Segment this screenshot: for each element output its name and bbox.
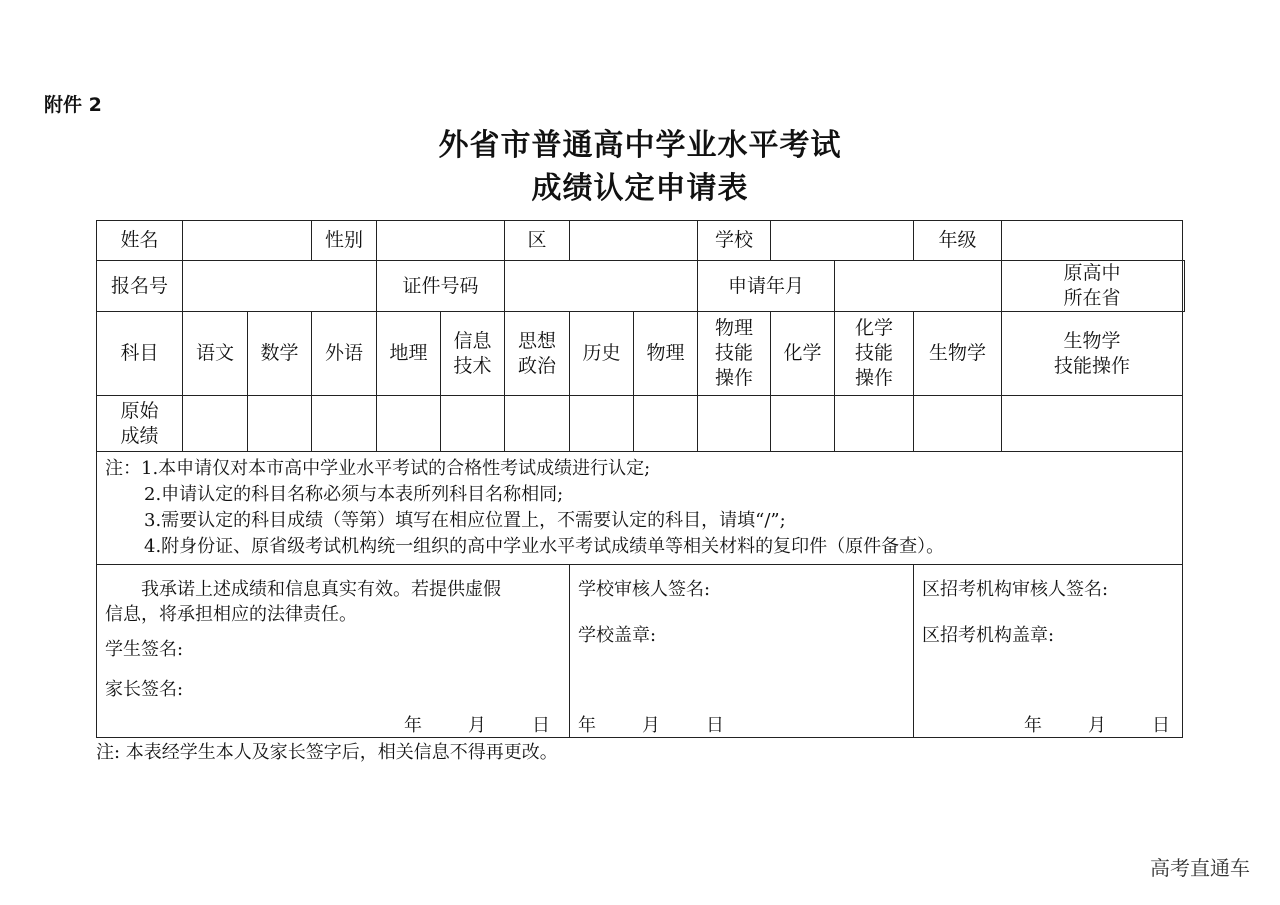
- label-reg-no: 报名号: [97, 261, 183, 312]
- subject-physics-operation-line3: 操作: [714, 367, 753, 389]
- subject-physics: 物理: [634, 312, 698, 396]
- subject-it: [441, 312, 505, 396]
- note-4: 4.附身份证、原省级考试机构统一组织的高中学业水平考试成绩单等相关材料的复印件（原件备查）。: [144, 536, 945, 557]
- label-name: 姓名: [97, 221, 183, 261]
- attachment-label: 附件 2: [44, 94, 102, 116]
- subject-chemistry: 化学: [771, 312, 835, 396]
- pledge-line2: 信息，将承担相应的法律责任。: [105, 604, 357, 625]
- score-biology[interactable]: [914, 396, 1002, 452]
- row-subjects: [97, 312, 1185, 396]
- subject-it-line1: 信息: [453, 329, 492, 352]
- label-orig-province-line2: 所在省: [1063, 287, 1121, 309]
- subject-biology-operation: [1002, 312, 1183, 396]
- subject-politics-line2: 政治: [517, 354, 556, 377]
- label-school: 学校: [698, 221, 771, 261]
- subject-it-line2: 技术: [453, 354, 492, 377]
- subject-biology-operation-line2: 技能操作: [1053, 354, 1130, 377]
- label-district: 区: [505, 221, 570, 261]
- row-raw-scores: [97, 396, 1185, 452]
- form-title-line2: 成绩认定申请表: [531, 171, 749, 206]
- notes-cell: [97, 452, 1183, 565]
- note-3: 3.需要认定的科目成绩（等第）填写在相应位置上，不需要认定的科目，请填“/”;: [144, 510, 786, 531]
- subject-history: 历史: [570, 312, 634, 396]
- subject-chemistry-operation-line1: 化学: [854, 317, 893, 339]
- score-chemistry-operation[interactable]: [835, 396, 914, 452]
- row-registration-info: [97, 261, 1185, 312]
- pledge-line1: 我承诺上述成绩和信息真实有效。若提供虚假: [141, 579, 501, 600]
- label-orig-province-line1: 原高中: [1063, 262, 1121, 284]
- score-it[interactable]: [441, 396, 505, 452]
- score-politics[interactable]: [505, 396, 570, 452]
- student-signature-cell[interactable]: [97, 565, 570, 738]
- score-geography[interactable]: [377, 396, 441, 452]
- subject-physics-operation-line2: 技能: [714, 342, 753, 364]
- school-date-year: 年: [578, 715, 596, 736]
- subject-biology: 生物学: [914, 312, 1002, 396]
- score-biology-operation[interactable]: [1002, 396, 1183, 452]
- subject-foreign: 外语: [312, 312, 377, 396]
- field-id-no[interactable]: [505, 261, 698, 312]
- student-sign-label: 学生签名:: [105, 639, 184, 660]
- district-date-month: 月: [1088, 715, 1106, 736]
- subject-chemistry-operation-line2: 技能: [854, 342, 893, 364]
- field-reg-no[interactable]: [183, 261, 377, 312]
- note-2: 2.申请认定的科目名称必须与本表所列科目名称相同;: [144, 484, 564, 505]
- subject-physics-operation: [698, 312, 771, 396]
- row-basic-info: [97, 221, 1185, 261]
- watermark: 高考直通车: [1150, 856, 1250, 880]
- field-school[interactable]: [771, 221, 914, 261]
- district-stamp-label: 区招考机构盖章:: [922, 625, 1055, 646]
- school-reviewer-label: 学校审核人签名:: [578, 579, 711, 600]
- subject-chinese: 语文: [183, 312, 248, 396]
- score-math[interactable]: [248, 396, 312, 452]
- student-date-day: 日: [532, 715, 550, 736]
- field-grade[interactable]: [1002, 221, 1183, 261]
- school-date-month: 月: [642, 715, 660, 736]
- school-stamp-label: 学校盖章:: [578, 625, 657, 646]
- student-date-year: 年: [404, 715, 422, 736]
- score-physics[interactable]: [634, 396, 698, 452]
- subject-math: 数学: [248, 312, 312, 396]
- subject-physics-operation-line1: 物理: [714, 317, 753, 339]
- form-title-line1: 外省市普通高中学业水平考试: [438, 128, 842, 163]
- subject-geography: 地理: [377, 312, 441, 396]
- application-form-table: [96, 220, 1185, 738]
- field-gender[interactable]: [377, 221, 505, 261]
- subject-politics-line1: 思想: [517, 329, 556, 352]
- label-raw-scores: [97, 396, 183, 452]
- score-history[interactable]: [570, 396, 634, 452]
- score-chinese[interactable]: [183, 396, 248, 452]
- label-orig-province: [1002, 261, 1183, 312]
- subject-politics: [505, 312, 570, 396]
- subject-chemistry-operation: [835, 312, 914, 396]
- school-signature-cell[interactable]: [570, 565, 914, 738]
- student-date-month: 月: [468, 715, 486, 736]
- label-grade: 年级: [914, 221, 1002, 261]
- subject-chemistry-operation-line3: 操作: [854, 367, 893, 389]
- subject-biology-operation-line1: 生物学: [1063, 329, 1121, 352]
- score-foreign[interactable]: [312, 396, 377, 452]
- district-signature-box: [914, 565, 1182, 737]
- score-physics-operation[interactable]: [698, 396, 771, 452]
- parent-sign-label: 家长签名:: [105, 679, 184, 700]
- district-signature-cell[interactable]: [914, 565, 1183, 738]
- score-chemistry[interactable]: [771, 396, 835, 452]
- field-orig-province[interactable]: [1183, 261, 1185, 312]
- field-apply-month[interactable]: [835, 261, 1002, 312]
- label-id-no: 证件号码: [377, 261, 505, 312]
- label-raw-scores-line1: 原始: [120, 399, 159, 422]
- note-1: 注：1.本申请仅对本市高中学业水平考试的合格性考试成绩进行认定;: [105, 458, 651, 479]
- district-date-day: 日: [1152, 715, 1170, 736]
- student-signature-box: [97, 565, 569, 737]
- row-signatures: [97, 565, 1185, 738]
- district-date-year: 年: [1024, 715, 1042, 736]
- school-date-day: 日: [706, 715, 724, 736]
- field-district[interactable]: [570, 221, 698, 261]
- label-gender: 性别: [312, 221, 377, 261]
- label-subjects: 科目: [97, 312, 183, 396]
- label-raw-scores-line2: 成绩: [120, 424, 159, 447]
- school-signature-box: [570, 565, 913, 737]
- label-apply-month: 申请年月: [698, 261, 835, 312]
- field-name[interactable]: [183, 221, 312, 261]
- footer-note: 注: 本表经学生本人及家长签字后，相关信息不得再更改。: [96, 742, 558, 763]
- row-notes: [97, 452, 1185, 565]
- district-reviewer-label: 区招考机构审核人签名:: [922, 579, 1109, 600]
